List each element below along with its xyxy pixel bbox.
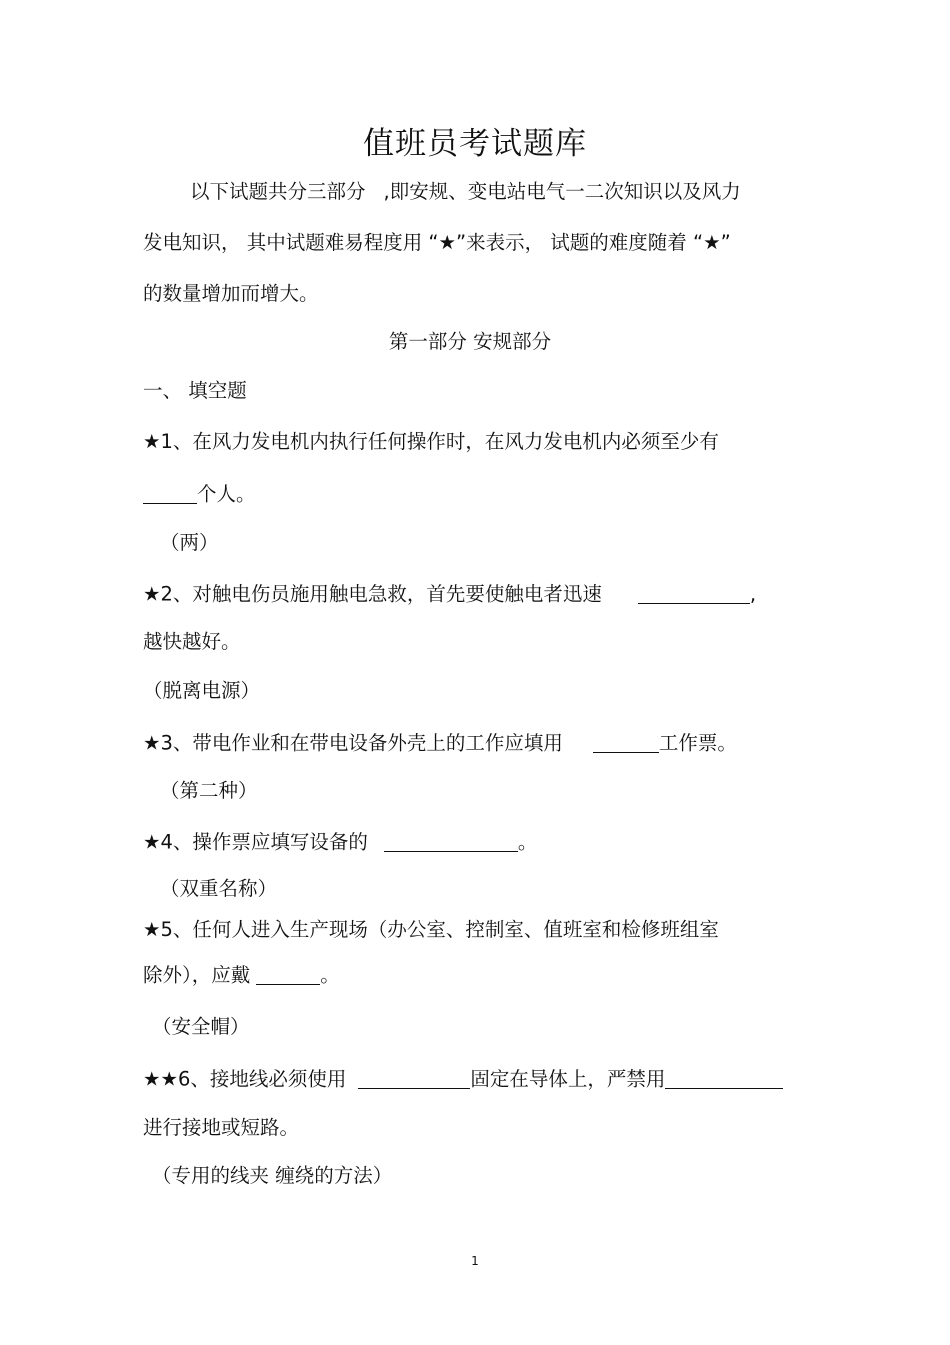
intro-line-2: 发电知识， 其中试题难易程度用 “★”来表示， 试题的难度随着 “★”	[143, 231, 731, 254]
question-6-line-2: 进行接地或短路。	[143, 1116, 300, 1139]
question-2-line-1	[143, 583, 756, 604]
part-title: 第一部分 安规部分	[388, 330, 552, 353]
question-2-answer: （脱离电源）	[143, 679, 261, 702]
question-text: 。	[517, 830, 538, 854]
question-6-answer: （专用的线夹 缠绕的方法）	[152, 1164, 393, 1187]
answer-blank	[665, 1068, 783, 1089]
question-5-line-1	[143, 920, 719, 940]
question-3-answer: （第二种）	[160, 779, 258, 802]
answer-blank	[638, 583, 750, 604]
question-text: 除外），应戴	[143, 963, 251, 987]
question-6-line-1	[143, 1068, 783, 1089]
question-2-line-2: 越快越好。	[143, 630, 241, 653]
question-text: 1、在风力发电机内执行任何操作时，在风力发电机内必须至少有	[160, 430, 719, 453]
question-text: 3、带电作业和在带电设备外壳上的工作应填用	[160, 731, 563, 755]
question-text: 固定在导体上，严禁用	[470, 1067, 666, 1091]
intro-line-1	[190, 182, 741, 202]
question-text: 4、操作票应填写设备的	[160, 830, 368, 854]
answer-blank	[143, 483, 197, 504]
star-rating: ★★	[143, 1067, 178, 1091]
question-text: ,	[749, 582, 757, 606]
question-1-line-2	[143, 483, 256, 504]
star-rating: ★	[143, 430, 161, 453]
question-5-answer: （安全帽）	[152, 1015, 250, 1038]
question-1-line-1	[143, 432, 719, 452]
answer-blank	[593, 732, 659, 753]
star-rating: ★	[143, 918, 161, 941]
section-title: 一、 填空题	[143, 379, 247, 402]
star-rating: ★	[143, 582, 161, 606]
question-4-line-1	[143, 831, 537, 852]
page-number: 1	[471, 1254, 479, 1268]
intro-line-3: 的数量增加而增大。	[143, 282, 319, 305]
question-text: 6、接地线必须使用	[177, 1067, 347, 1091]
question-4-answer: （双重名称）	[160, 877, 278, 900]
star-rating: ★	[143, 731, 161, 755]
answer-blank	[358, 1068, 470, 1089]
question-text: 工作票。	[658, 731, 737, 755]
question-text: 。	[320, 963, 340, 987]
answer-blank	[384, 831, 518, 852]
intro-text: 以下试题共分三部分	[190, 180, 366, 203]
star-rating: ★	[143, 830, 161, 854]
question-3-line-1	[143, 732, 737, 753]
question-text: 5、任何人进入生产现场（办公室、控制室、值班室和检修班组室	[160, 918, 719, 941]
question-text: 2、对触电伤员施用触电急救，首先要使触电者迅速	[160, 582, 602, 606]
document-title: 值班员考试题库	[363, 126, 587, 162]
intro-text: ,即安规、变电站电气一二次知识以及风力	[383, 180, 741, 203]
question-1-answer: （两）	[160, 531, 219, 554]
answer-blank	[256, 964, 320, 985]
question-text: 个人。	[197, 482, 256, 506]
question-5-line-2	[143, 964, 340, 985]
